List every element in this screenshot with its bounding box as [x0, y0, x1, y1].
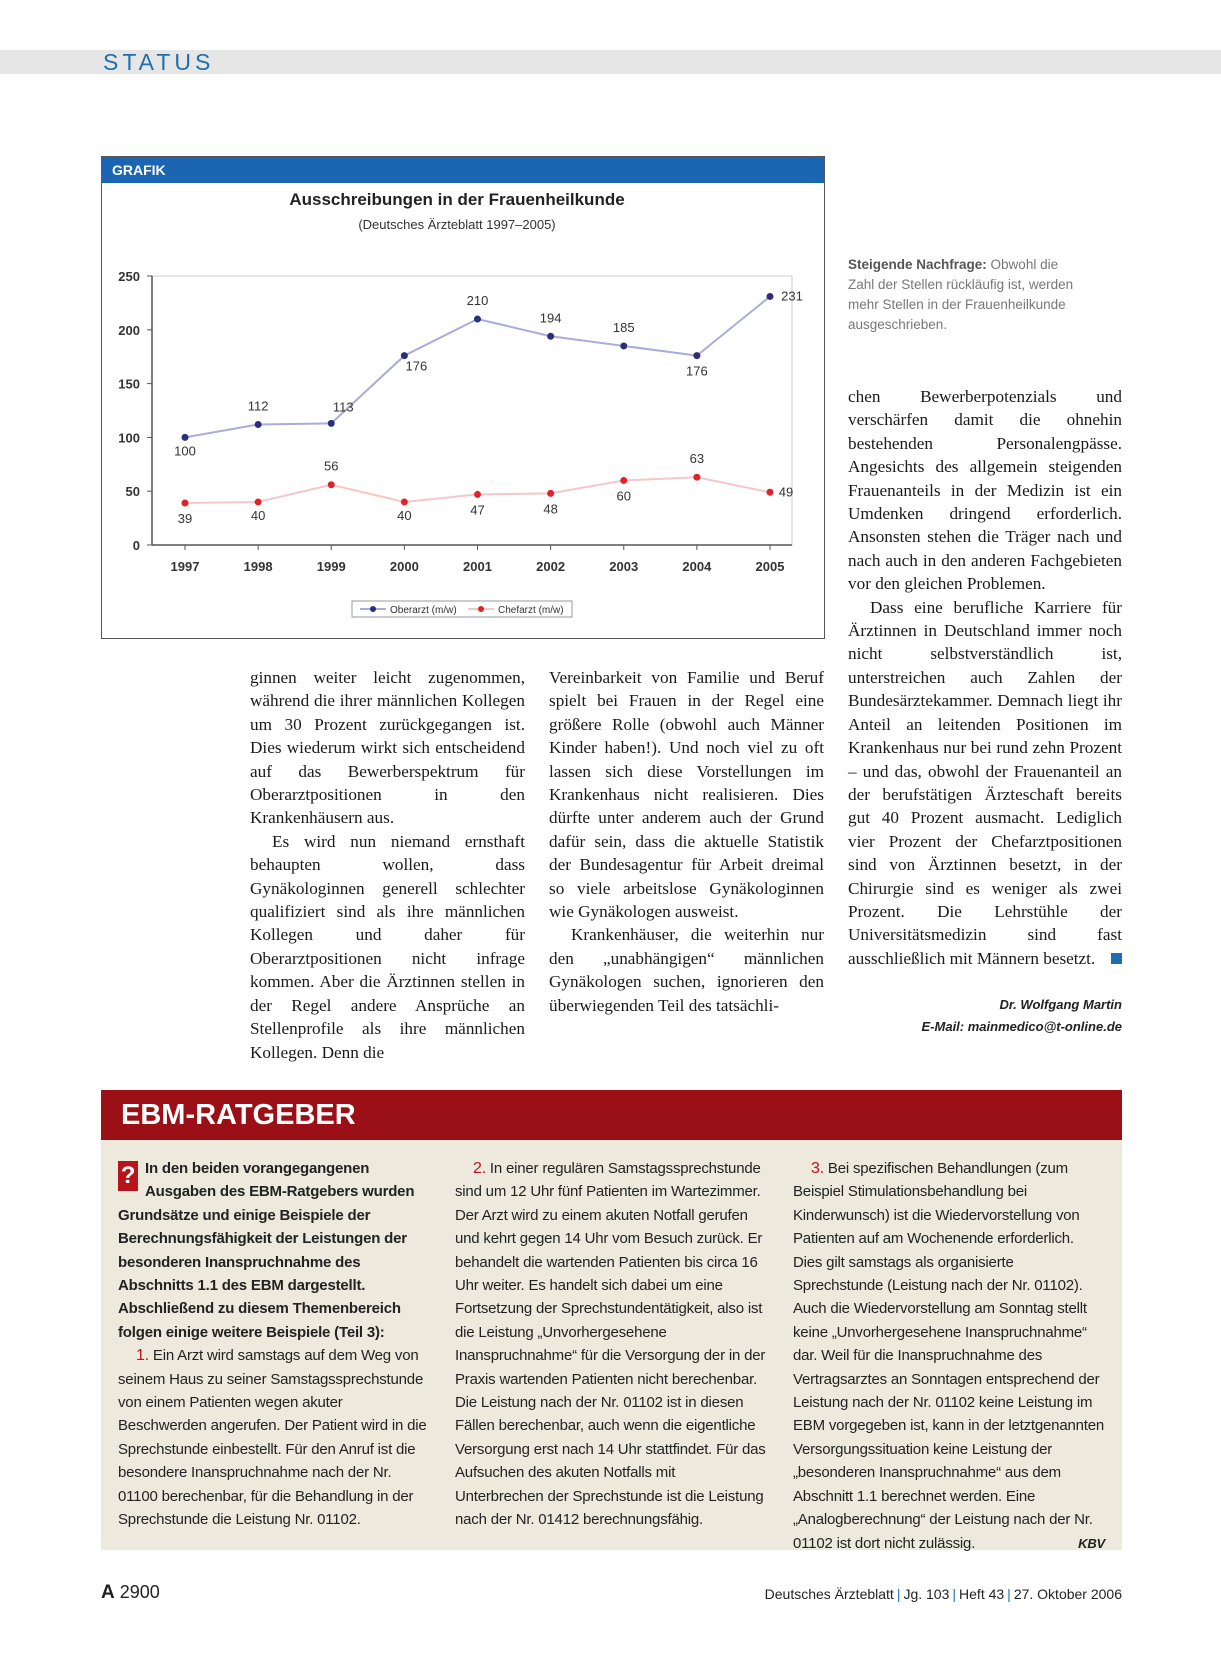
legend-label: Chefarzt (m/w)	[498, 605, 564, 616]
end-mark-icon	[1111, 953, 1122, 964]
data-label: 48	[543, 501, 558, 517]
section-label: STATUS	[103, 49, 215, 75]
data-point	[401, 498, 408, 505]
data-label: 60	[616, 488, 631, 504]
chart-figure	[101, 156, 825, 639]
data-point	[182, 500, 189, 507]
data-label: 40	[397, 507, 412, 523]
x-tick-label: 1998	[243, 559, 273, 574]
line-chart	[102, 183, 824, 638]
data-label: 49	[778, 484, 794, 500]
x-tick-label: 2002	[536, 559, 566, 574]
data-label: 39	[177, 511, 193, 527]
ebm-item-3: 3. Bei spezifischen Behandlungen (zum Beispiel Stimulationsbehandlung bei Kinderwunsch) ist die Wiedervorstellung von Patienten auf am Wochenende erforderlich. Dies gilt samstags als organisierte Sprechstunde (Leistung nach der Nr. 01102). Auch die Wiedervorstellung am Sonntag stellt keine „Unvorhergesehene Inanspruchnahme“ dar. Weil für die Inanspruchnahme des Vertragsarztes an Sonntagen entsprechend der Leistung nach der Nr. 01102 keine Leistung im EBM vorgegeben ist, kann in der letztgenannten Versorgungssituation keine Leistung der „besonderen Inanspruchnahme“ aus dem Abschnitt 1.1 berechnet werden. Eine „Analogberechnung“ der Leistung nach der Nr. 01102 ist dort nicht zulässig. KBV	[793, 1157, 1105, 1555]
journal-date: 27. Oktober 2006	[1013, 1586, 1122, 1602]
y-tick-label: 0	[132, 538, 140, 553]
data-label: 47	[470, 502, 485, 518]
paragraph: Dass eine berufliche Karriere für Ärztinnen in Deutschland immer noch nicht selbstverständlich ist, unterstreichen auch Zahlen der Bundesärztekammer. Demnach liegt ihr Anteil an leitenden Positionen im Krankenhaus nur bei rund zehn Prozent – und das, obwohl der Frauenanteil an der berufstätigen Ärzteschaft bereits gut 40 Prozent ausmacht. Lediglich vier Prozent der Chefarztpositionen sind von Ärztinnen besetzt, in der Chirurgie sind es weniger als zwei Prozent. Die Lehrstühle der Universitätsmedizin sind fast ausschließlich mit Männern besetzt.	[848, 597, 1122, 968]
data-point	[693, 352, 700, 359]
data-label: 56	[324, 458, 339, 474]
data-point	[547, 333, 554, 340]
data-label: 113	[332, 399, 354, 415]
data-point	[255, 498, 262, 505]
article-column-3	[848, 385, 1122, 970]
data-label: 176	[405, 358, 428, 374]
data-point	[474, 316, 481, 323]
x-tick-label: 2004	[682, 559, 712, 574]
question-mark-icon: ?	[118, 1161, 138, 1191]
x-tick-label: 2005	[755, 559, 785, 574]
source-label: KBV	[1078, 1535, 1105, 1551]
data-label: 176	[686, 363, 708, 379]
ebm-column-2	[455, 1157, 767, 1532]
x-tick-label: 2000	[389, 559, 419, 574]
data-label: 194	[539, 310, 562, 326]
y-tick-label: 250	[118, 269, 140, 284]
journal-name: Deutsches Ärzteblatt	[764, 1586, 894, 1602]
ebm-column-1	[118, 1157, 430, 1532]
data-label: 112	[247, 398, 269, 414]
data-label: 63	[689, 451, 705, 467]
chart-caption	[848, 255, 1078, 335]
paragraph: Krankenhäuser, die weiterhin nur den „unabhängigen“ männlichen Gynäkologen suchen, ignorieren den überwiegenden Teil des tatsächli-	[549, 925, 824, 1015]
series-line	[185, 477, 770, 503]
y-tick-label: 200	[118, 322, 140, 338]
ebm-item-2: 2. In einer regulären Samstagssprechstunde sind um 12 Uhr fünf Patienten im Wartezimmer. Der Arzt wird zu einem akuten Notfall gerufen und kehrt gegen 14 Uhr vom Besuch zurück. Er behandelt die wartenden Patienten bis circa 16 Uhr weiter. Es handelt sich dabei um eine Fortsetzung der Sprechstundentätigkeit, also ist die Leistung „Unvorhergesehene Inanspruchnahme“ für die Versorgung der in der Praxis wartenden Patienten nicht berechenbar. Die Leistung nach der Nr. 01102 ist in diesen Fällen berechenbar, auch wenn die eigentliche Versorgung erst nach 14 Uhr stattfindet. Für das Aufsuchen des akuten Notfalls mit Unterbrechen der Sprechstunde ist die Leistung nach der Nr. 01412 berechnungsfähig.	[455, 1160, 766, 1529]
x-tick-label: 1999	[316, 559, 346, 574]
data-point	[474, 491, 481, 498]
data-point	[547, 490, 554, 497]
data-point	[620, 342, 627, 349]
legend-swatch	[370, 606, 376, 612]
data-label: 210	[466, 293, 489, 309]
chart-figure-label: GRAFIK	[102, 157, 824, 183]
chart-title: Ausschreibungen in der Frauenheilkunde	[289, 190, 625, 209]
data-point	[182, 434, 189, 441]
ebm-column-3	[793, 1157, 1105, 1555]
journal-volume: Jg. 103	[903, 1586, 950, 1602]
data-point	[767, 489, 774, 496]
legend-label: Oberarzt (m/w)	[390, 605, 457, 616]
article-column-1	[250, 666, 525, 1064]
caption-text: Obwohl die Zahl der Stellen rückläufig ist, werden mehr Stellen in der Frauenheilkunde ausgeschrieben.	[848, 257, 1074, 332]
x-tick-label: 1997	[170, 559, 200, 574]
data-label: 231	[781, 288, 803, 304]
ebm-item-1: 1. Ein Arzt wird samstags auf dem Weg von seinem Haus zu seiner Samstagssprechstunde von einem Patienten wegen akuter Beschwerden angerufen. Der Patient wird in die Sprechstunde einbestellt. Für den Anruf ist die besondere Inanspruchnahme nach der Nr. 01100 berechenbar, für die Behandlung in der Sprechstunde die Leistung Nr. 01102.	[118, 1347, 427, 1529]
chart-subtitle: (Deutsches Ärzteblatt 1997–2005)	[358, 217, 556, 232]
caption-lead: Steigende Nachfrage:	[848, 257, 987, 272]
author-name: Dr. Wolfgang Martin	[999, 997, 1122, 1012]
x-tick-label: 2003	[609, 559, 639, 574]
article-column-2	[549, 666, 824, 1017]
data-label: 100	[174, 443, 196, 459]
author-email[interactable]: E-Mail: mainmedico@t-online.de	[921, 1019, 1122, 1034]
paragraph: Es wird nun niemand ernsthaft behaupten wollen, dass Gynäkologinnen generell schlechter qualifiziert sind als ihre männlichen Kollegen und daher für Oberarztpositionen nicht infrage kommen. Aber die Ärztinnen stellen in der Regel andere Ansprüche an Stellenprofile als ihre männlichen Kollegen. Denn die	[250, 831, 525, 1062]
data-label: 40	[250, 507, 266, 523]
x-tick-label: 2001	[463, 559, 492, 574]
journal-issue: Heft 43	[959, 1586, 1005, 1602]
ebm-intro: ? In den beiden vorangegangenen Ausgaben des EBM-Ratgebers wurden Grundsätze und einige Beispiele der Berechnungsfähigkeit der Leistungen der besonderen Inanspruchnahme des Abschnitts 1.1 des EBM dargestellt. Abschließend zu diesem Themenbereich folgen einige weitere Beispiele (Teil 3):	[118, 1160, 415, 1341]
paragraph: ginnen weiter leicht zugenommen, während die ihrer männlichen Kollegen um 30 Prozent zurückgegangen ist. Dies wiederum wirkt sich entscheidend auf das Bewerberspektrum für Oberarztpositionen in den Krankenhäusern aus.	[250, 668, 525, 828]
data-point	[255, 421, 262, 428]
y-tick-label: 50	[125, 484, 140, 500]
legend-swatch	[478, 606, 484, 612]
page-number: A 2900	[101, 1582, 160, 1603]
data-point	[767, 293, 774, 300]
data-point	[328, 420, 335, 427]
ebm-title: EBM-RATGEBER	[101, 1090, 1122, 1140]
y-tick-label: 100	[118, 430, 140, 446]
y-tick-label: 150	[118, 376, 140, 392]
data-label: 185	[612, 319, 635, 335]
data-point	[620, 477, 627, 484]
paragraph: chen Bewerberpotenzials und verschärfen damit die ohnehin bestehenden Personalengpässe. Angesichts des allgemein steigenden Frauenanteils in der Medizin ist ein Umdenken dringend erforderlich. Ansonsten stehen die Träger nach und nach auch in den anderen Fachgebieten vor den gleichen Problemen.	[848, 387, 1122, 594]
journal-footer: Deutsches Ärzteblatt | Jg. 103 | Heft 43 | 27. Oktober 2006	[764, 1586, 1122, 1602]
author-block	[848, 994, 1122, 1038]
data-point	[693, 474, 700, 481]
paragraph: Vereinbarkeit von Familie und Beruf spielt bei Frauen in der Regel eine größere Rolle (obwohl auch Männer Kinder haben!). Und noch viel zu oft lassen sich diese Vorstellungen im Krankenhaus nicht realisieren. Dies dürfte unter anderem auch der Grund dafür sein, dass die aktuelle Statistik der Bundesagentur für Arbeit dreimal so viele arbeitslose Gynäkologinnen wie Gynäkologen ausweist.	[549, 668, 824, 922]
data-point	[328, 481, 335, 488]
